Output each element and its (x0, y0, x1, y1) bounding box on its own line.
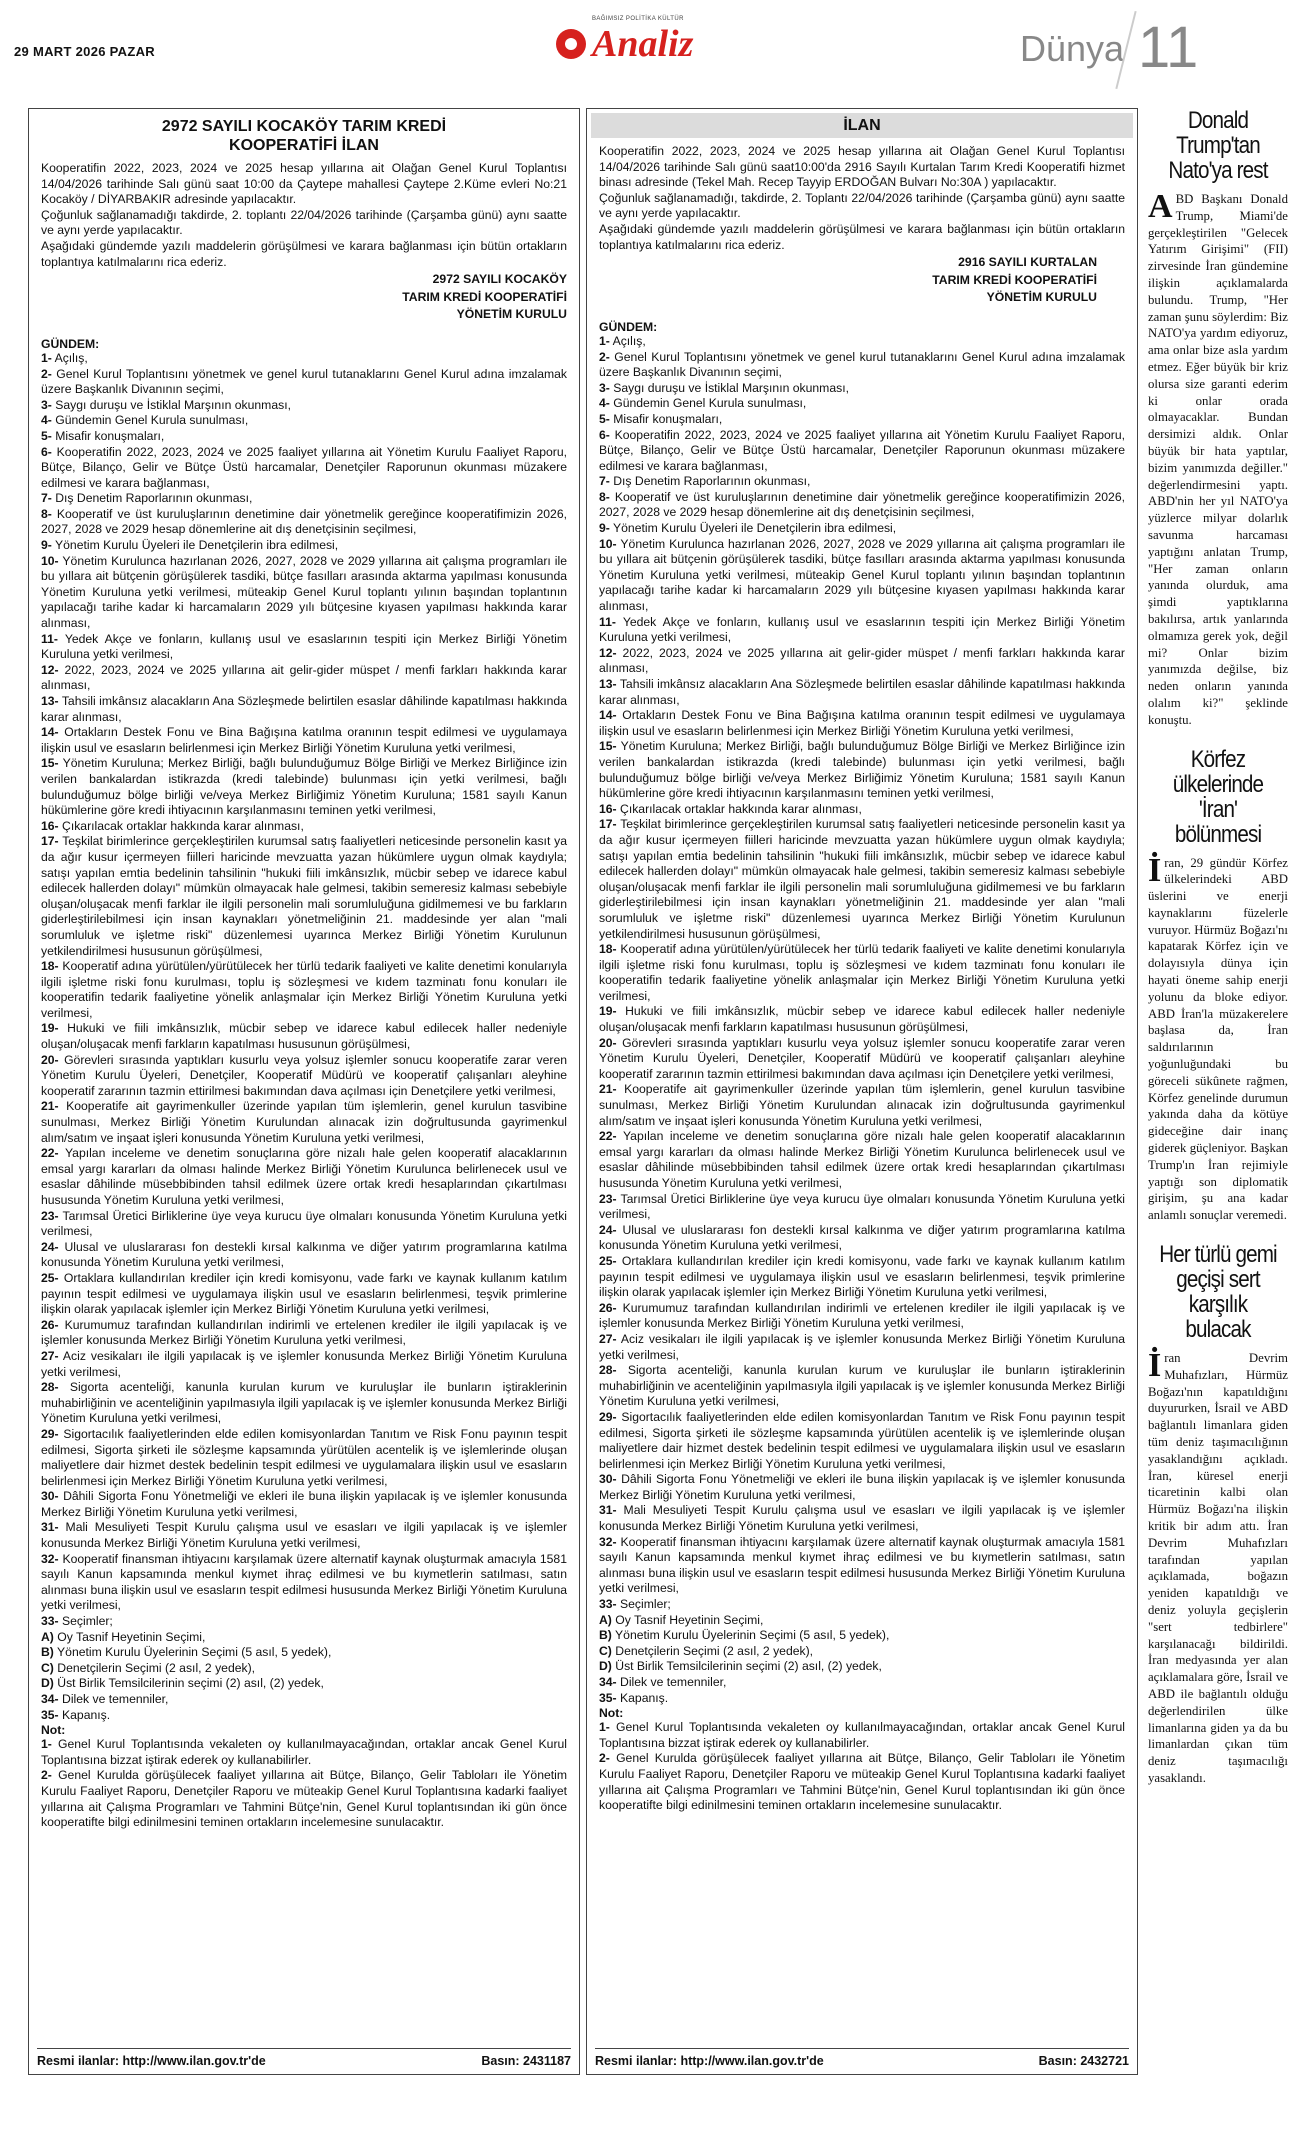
agenda-item (599, 350, 1125, 381)
agenda-item (599, 1628, 1125, 1644)
drop-cap: İ (1148, 851, 1162, 889)
note-item (41, 1737, 567, 1768)
agenda-item (599, 396, 1125, 412)
item-number: B) (41, 1645, 54, 1660)
news-column (1148, 108, 1288, 1805)
agenda-item (599, 1129, 1125, 1191)
press-number: Basın: 2431187 (481, 2054, 571, 2068)
agenda-item (41, 398, 567, 414)
item-text: Kooperatif adına yürütülen/yürütülecek her türlü tedarik faaliyeti ve kalite denetimi konularıyla ilgili işletme riski fonu kurulması, toplu iş sözleşmesi ve kıdem tazminatı fonu konuları ile kooperatifin tedarik faaliyetine yönelik anlaşmalar için Merkez Birliği Yönetim Kuruluna yetki verilmesi, (41, 959, 567, 1020)
item-number: 27- (599, 1331, 617, 1346)
masthead-logo[interactable] (556, 16, 694, 66)
note-item (599, 1751, 1125, 1813)
item-text: Sigorta acenteliği, kanunla kurulan kurum ve kuruluşlar ile bunların iştiraklerinin muhabirliğinin ve acenteliğinin yapılmasıyla ilgili yapılacak iş ve işlemler konusunda Merkez Birliği Yönetim Kuruluna yetki verilmesi, (599, 1363, 1126, 1409)
item-number: 6- (599, 427, 610, 442)
notes-heading: Not: (599, 1706, 624, 1721)
item-number: 34- (599, 1675, 617, 1689)
item-text: Misafir konuşmaları, (613, 411, 723, 426)
item-text: Saygı duruşu ve İstiklal Marşının okunması, (55, 397, 291, 412)
item-text: Kooperatife ait gayrimenkuller üzerinde yapılan tüm işlemlerin, genel kurulun tasvibine sunulması, Merkez Birliği Yönetim Kurulundan alınacak izin doğrultusunda gayrimenkul alım/satım ve inşaat işleri konusunda Yönetim Kuruluna yetki verilmesi, (599, 1082, 1125, 1128)
item-number: 19- (41, 1021, 59, 1036)
agenda-item (41, 1520, 567, 1551)
agenda-item (599, 1472, 1125, 1503)
agenda-item (599, 646, 1125, 677)
notice-footer (37, 2048, 571, 2068)
agenda-item (41, 491, 567, 507)
agenda-item (41, 429, 567, 445)
item-text: Dış Denetim Raporlarının okunması, (55, 491, 253, 506)
agenda-item (599, 677, 1125, 708)
notice-footer (595, 2048, 1129, 2068)
note-item (599, 1720, 1125, 1751)
item-number: 13- (599, 677, 617, 691)
item-text: Teşkilat birimlerince gerçekleştirilen kurumsal satış faaliyetleri neticesinde personelin kasıt ya da ağır kusur içermeyen fiilleri haricinde mevzuatta yazan hükümlere uygun olmak kaydıyla; satışı yapılan emtia bedelinin tahsilinin "hukuki fiili imkânsızlık, mücbir sebep ve idarece kabul edilecek hallerden dolayı" mümkün olmayacak hale gelmesi, takibin semeresiz kalması sebebiyle oluşan/oluşacak menfi farklar ile ilgili personelin mali sorumluluğuna gidilmemesi ve bu farkların giderleştirilebilmesi için insan kaynakları yönetmeliğinin 21. maddesinde yer alan "mali sorumluluk ve işletme riski" düzenlemesi uyarınca Merkez Birliği Yönetim Kurulunun yetkilendirilmesi hususunun görüşülmesi, (41, 834, 567, 958)
item-number: 32- (599, 1534, 617, 1549)
item-text: Açılış, (612, 333, 646, 348)
agenda-item (41, 663, 567, 694)
agenda-item (599, 1363, 1125, 1410)
item-text: Ortaklara kullandırılan krediler için kredi komisyonu, vade farkı ve kaynak kullanım katılım payının tespit edilmesi ve uygulamaya ilişkin usul ve esasların belirlenmesi, teşvik primlerine ilişkin olarak yapılacak işlemler için Merkez Birliği Yönetim Kuruluna yetki verilmesi, (599, 1253, 1125, 1300)
agenda-item (599, 474, 1125, 490)
item-text: Açılış, (54, 350, 88, 365)
item-text: Seçimler; (62, 1614, 113, 1629)
item-text: Tarımsal Üretici Birliklerine üye veya kurucu üye olmaları konusunda Yönetim Kuruluna yetki verilmesi, (41, 1208, 567, 1239)
notice-intro-2: Çoğunluk sağlanamadığı, takdirde, 2. Toplantı 22/04/2026 tarihinde (Çarşamba günü) aynı saatte ve aynı yerde yapılacaktır. (599, 190, 1125, 221)
item-text: Oy Tasnif Heyetinin Seçimi, (57, 1629, 206, 1644)
item-number: 19- (599, 1004, 617, 1019)
item-text: Genel Kurulda görüşülecek faaliyet yıllarına ait Bütçe, Bilanço, Gelir Tabloları ile Yönetim Kurulu Faaliyet Raporu, Denetçiler Raporu ve müteakip Genel Kurul Toplantısına kadarki faaliyet yıllarına ait Çalışma Programları ve Tahmini Bütçe'nin, Genel Kurul toplantısından iki gün önce kooperatifte bilgi edinilmesini teminen ortakların incelemesine sunulacaktır. (599, 1751, 1125, 1813)
item-text: Sigortacılık faaliyetlerinden elde edilen komisyonlardan Tanıtım ve Risk Fonu payının tespit edilmesi, Sigorta şirketi ile sözleşme kapsamında yürütülen acentelik iş ve işlemlerinde oluşan maliyetlere dair hizmet destek bedelinin tespit edilmesi ve uygulamalara ilişkin usul ve esasların belirlenmesi için Merkez Birliği Yönetim Kuruluna yetki verilmesi, (599, 1409, 1125, 1471)
item-number: 17- (599, 817, 617, 832)
agenda-item (599, 1675, 1125, 1691)
item-number: 32- (41, 1551, 59, 1566)
legal-notice-kocakoy (28, 108, 580, 2075)
agenda-item (599, 1223, 1125, 1254)
item-text: Yedek Akçe ve fonların, kullanış usul ve esaslarının tespiti için Merkez Birliği Yönetim Kuruluna yetki verilmesi, (599, 614, 1125, 645)
agenda-item (599, 1192, 1125, 1223)
note-item (41, 1768, 567, 1830)
item-text: Aciz vesikaları ile ilgili yapılacak iş ve işlemler konusunda Merkez Birliği Yönetim Kuruluna yetki verilmesi, (599, 1331, 1126, 1362)
agenda-item (599, 381, 1125, 397)
agenda-item (599, 521, 1125, 537)
agenda-item (41, 1661, 567, 1677)
item-number: 2- (599, 1751, 610, 1766)
agenda-item (41, 1146, 567, 1208)
notice-title: 2972 SAYILI KOCAKÖY TARIM KREDİ KOOPERATİFİ İLAN (161, 118, 447, 154)
agenda-item (41, 1630, 567, 1646)
notice-signature-1: 2916 SAYILI KURTALAN (958, 255, 1097, 270)
agenda-item (599, 1691, 1125, 1707)
news-headline[interactable]: Donald Trump'tan Nato'ya rest (1168, 107, 1268, 184)
item-text: Gündemin Genel Kurula sunulması, (55, 413, 249, 428)
agenda-item (599, 615, 1125, 646)
notice-intro-3: Aşağıdaki gündemde yazılı maddelerin görüşülmesi ve karara bağlanması için bütün ortakların toplantıya katılmalarını rica ederiz. (599, 221, 1125, 252)
item-number: 24- (599, 1222, 617, 1237)
item-number: 1- (41, 1737, 52, 1752)
item-number: 24- (41, 1239, 59, 1254)
item-number: 11- (599, 614, 616, 629)
item-text: Oy Tasnif Heyetinin Seçimi, (615, 1612, 764, 1627)
agenda-item (41, 1552, 567, 1614)
notice-intro-3: Aşağıdaki gündemde yazılı maddelerin görüşülmesi ve karara bağlanması için bütün ortakların toplantıya katılmalarını rica ederiz. (41, 238, 567, 269)
news-body: BD Başkanı Donald Trump, Miami'de gerçekleştirilen "Gelecek Yatırım Girişimi" (FII) zirvesinde İran gündemine ilişkin açıklamalarda bulundu. Trump, "Her zaman şunu söylerdim: Biz NATO'ya yardım ediyoruz, ama onlar bize asla yardım etmez. Eğer büyük bir kriz olursa size garanti ederim ki onlar orada olmayacaklar. Bundan dersimizi aldık. Onlar büyük bir hata yaptılar, bizim yanımızda değiller." değerlendirmesini yaptı. ABD'nin her yıl NATO'ya yüzlerce milyar dolarlık savunma harcaması yaptığını anlatan Trump, "Her zaman onların yanında olurduk, ama şimdi yaptıklarına bakılırsa, artık yanlarında olmamıza gerek yok, değil mi? Onlar bizim yanımızda değilse, biz neden onların yanında olalım ki?" şeklinde konuştu. (1148, 192, 1288, 727)
item-number: 1- (599, 1720, 610, 1735)
footer-link[interactable]: Resmi ilanlar: http://www.ilan.gov.tr'de (37, 2054, 266, 2068)
footer-link[interactable]: Resmi ilanlar: http://www.ilan.gov.tr'de (595, 2054, 824, 2068)
item-number: 14- (41, 725, 59, 740)
item-number: 33- (599, 1597, 617, 1612)
agenda-item (41, 725, 567, 756)
notice-intro-1: Kooperatifin 2022, 2023, 2024 ve 2025 hesap yıllarına ait Olağan Genel Kurul Toplantısı 14/04/2026 tarihinde Salı günü saat10:00'da 2916 Sayılı Kurtalan Tarım Kredi Kooperatifi hizmet binası adresinde (Tekel Mah. Recep Tayyip ERDOĞAN Bulvarı No:30A ) yapılacaktır. (599, 144, 1125, 190)
agenda-item (41, 1676, 567, 1692)
agenda-item (599, 1004, 1125, 1035)
agenda-item (599, 1503, 1125, 1534)
agenda-item (41, 1271, 567, 1318)
item-number: 12- (41, 662, 59, 677)
agenda-item (599, 1410, 1125, 1472)
item-text: Yönetim Kurulunca hazırlanan 2026, 2027, 2028 ve 2029 yıllarına ait çalışma programları ile bu yıllara ait bütçenin görüşülerek tasdiki, bütçe fasılları arasında aktarma yapılması konusunda Yönetim Kuruluna yetki verilmesi, müteakip Genel Kurul toplantı yılının başından toplantının yapılacağı tarihe kadar ki harcamaların 2029 yılı bütçesine kıyasen yapılması hakkında karar alınması, (599, 536, 1125, 614)
logo-tagline: BAĞIMSIZ POLİTİKA KÜLTÜR (592, 16, 684, 22)
item-number: 22- (41, 1146, 59, 1161)
notice-intro-2: Çoğunluk sağlanamadığı takdirde, 2. toplantı 22/04/2026 tarihinde (Çarşamba günü) aynı saatte ve aynı yerde yapılacaktır. (41, 207, 567, 238)
news-body: ran Devrim Muhafızları, Hürmüz Boğazı'nın kapatıldığını duyururken, İsrail ve ABD bağlantılı limanlara giden tüm deniz taşımacılığının yasaklandığını açıkladı. İran, küresel enerji ticaretinin kalbi olan Hürmüz Boğazı'na ilişkin kritik bir adım attı. İran Devrim Muhafızları tarafından yapılan açıklamada, boğazın yeniden kapatıldığı ve deniz yoluyla geçişlerin "sert tedbirlere" karşılanacağı bildirildi. İran medyasında yer alan açıklamalara göre, İsrail ve ABD ile bağlantılı olduğu değerlendirilen ülke limanlarına giden ya da bu limanlardan çıkan tüm deniz taşımacılığı yasaklandı. (1148, 1351, 1288, 1785)
item-number: 30- (599, 1472, 617, 1487)
agenda-item (41, 1708, 567, 1724)
agenda-item (41, 1614, 567, 1630)
item-text: Ortakların Destek Fonu ve Bina Bağışına katılma oranının tespit edilmesi ve uygulamaya ilişkin usul ve esasların belirlenmesi için Merkez Birliği Yönetim Kuruluna yetki verilmesi, (41, 725, 568, 755)
item-number: 23- (41, 1208, 59, 1223)
agenda-item (41, 413, 567, 429)
item-text: Mali Mesuliyeti Tespit Kurulu çalışma usul ve esasları ve ilgili yapılacak iş ve işlemler konusunda Merkez Birliği Yönetim Kuruluna yetki verilmesi, (599, 1503, 1125, 1534)
notes-heading: Not: (41, 1723, 66, 1738)
notes-list (599, 1720, 1125, 1814)
item-number: 27- (41, 1348, 59, 1363)
item-text: Genel Kurul Toplantısını yönetmek ve genel kurul tutanaklarını Genel Kurul adına imzalamak üzere Başkanlık Divanının seçimi, (599, 349, 1126, 380)
item-number: 7- (41, 491, 52, 506)
drop-cap: İ (1148, 1347, 1162, 1385)
section-name: Dünya (1020, 28, 1125, 69)
news-headline[interactable]: Her türlü gemi geçişi sert karşılık bulacak (1159, 1241, 1277, 1344)
item-number: A) (599, 1612, 612, 1627)
agenda-item (599, 739, 1125, 801)
item-number: 33- (41, 1614, 59, 1629)
item-number: A) (41, 1629, 54, 1644)
item-number: 35- (599, 1690, 617, 1705)
item-text: Yönetim Kurulunca hazırlanan 2026, 2027, 2028 ve 2029 yıllarına ait çalışma programları ile bu yıllara ait bütçenin görüşülerek tasdiki, bütçe fasılları arasında aktarma yapılması konusunda Yönetim Kuruluna yetki verilmesi, müteakip Genel Kurul toplantı yılının başından toplantının yapılacağı tarihe kadar ki harcamaların 2029 yılı bütçesine kıyasen yapılması hakkında karar alınması, (41, 553, 567, 631)
item-text: Sigorta acenteliği, kanunla kurulan kurum ve kuruluşlar ile bunların iştiraklerinin muhabirliğinin ve acenteliğinin yapılmasıyla ilgili yapılacak iş ve işlemler konusunda Merkez Birliği Yönetim Kuruluna yetki verilmesi, (41, 1380, 568, 1426)
agenda-item (41, 1318, 567, 1349)
item-text: Üst Birlik Temsilcilerinin seçimi (2) asıl, (2) yedek, (615, 1659, 882, 1674)
item-text: Yedek Akçe ve fonların, kullanış usul ve esaslarının tespiti için Merkez Birliği Yönetim Kuruluna yetki verilmesi, (41, 631, 567, 662)
agenda-item (599, 817, 1125, 942)
agenda-item (41, 1489, 567, 1520)
news-headline[interactable]: Körfez ülkelerinde 'İran' bölünmesi (1172, 745, 1264, 848)
item-text: Dış Denetim Raporlarının okunması, (613, 474, 811, 489)
agenda-heading: GÜNDEM: (599, 319, 658, 334)
legal-notice-kurtalan (586, 108, 1138, 2075)
news-story (1148, 108, 1288, 729)
item-text: Seçimler; (620, 1597, 671, 1612)
agenda-item (599, 1332, 1125, 1363)
item-text: Teşkilat birimlerince gerçekleştirilen kurumsal satış faaliyetleri neticesinde personelin kasıt ya da ağır kusur içermeyen fiilleri haricinde mevzuatta yazan hükümlere uygun olmak kaydıyla; satışı yapılan emtia bedelinin tahsilinin "hukuki fiili imkânsızlık, mücbir sebep ve idarece kabul edilecek hallerden dolayı" mümkün olmayacak hale gelmesi, takibin semeresiz kalması sebebiyle oluşan/oluşacak menfi farklar ile ilgili personelin mali sorumluluğuna gidilmemesi ve bu farkların giderleştirilebilmesi için insan kaynakları yönetmeliğinin 21. maddesinde yer alan "mali sorumluluk ve işletme riski" düzenlemesi uyarınca Merkez Birliği Yönetim Kurulunun yetkilendirilmesi hususunun görüşülmesi, (599, 817, 1125, 941)
agenda-heading: GÜNDEM: (41, 336, 100, 351)
item-number: 20- (599, 1035, 617, 1050)
item-number: 16- (41, 818, 59, 833)
item-number: 15- (41, 756, 59, 771)
item-number: 28- (41, 1380, 59, 1395)
item-text: Tarımsal Üretici Birliklerine üye veya kurucu üye olmaları konusunda Yönetim Kuruluna yetki verilmesi, (599, 1191, 1125, 1222)
notes-list (41, 1737, 567, 1831)
agenda-item (599, 334, 1125, 350)
agenda-item (41, 1021, 567, 1052)
logo-text: Analiz (592, 23, 694, 65)
notice-signature-1: 2972 SAYILI KOCAKÖY (432, 272, 567, 287)
item-text: Hukuki ve fiili imkânsızlık, mücbir sebep ve idarece kabul edilecek haller nedeniyle oluşan/oluşacak menfi farkların kapatılması hususunun görüşülmesi, (599, 1004, 1126, 1035)
item-number: 20- (41, 1052, 59, 1067)
item-text: Aciz vesikaları ile ilgili yapılacak iş ve işlemler konusunda Merkez Birliği Yönetim Kuruluna yetki verilmesi, (41, 1348, 568, 1379)
item-text: Kooperatif ve üst kuruluşlarının denetimine dair yönetmelik gereğince kooperatifimizin 2026, 2027, 2028 ve 2029 hesap dönemlerine ait dış denetçisinin seçilmesi, (41, 506, 568, 537)
item-text: Yönetim Kurulu Üyelerinin Seçimi (5 asıl, 5 yedek), (615, 1628, 890, 1643)
notice-signature-3: YÖNETİM KURULU (986, 290, 1097, 305)
agenda-item (599, 708, 1125, 739)
item-text: Yönetim Kuruluna; Merkez Birliği, bağlı bulunduğumuz Bölge Birliği ve Merkez Birliğince izin verilen bankalardan istikrazda (kredi talebinde) bulunması için yetki verilmesi, bağlı bulunduğumuz bölge birliği ve/veya Merkez Birliğimiz Yönetim Kuruluna; 1581 sayılı Kanun hükümlerine göre kredi ihtiyacının karşılanmasını teminen yetki verilmesi, (41, 756, 567, 818)
item-number: 26- (41, 1317, 59, 1332)
item-number: 8- (599, 489, 610, 504)
notice-signature-2: TARIM KREDİ KOOPERATİFİ (402, 289, 567, 304)
agenda-item (41, 538, 567, 554)
item-text: Yönetim Kuruluna; Merkez Birliği, bağlı bulunduğumuz Bölge Birliği ve Merkez Birliğince izin verilen bankalardan istikrazda (kredi talebinde) bulunması için yetki verilmesi, bağlı bulunduğumuz bölge birliği ve/veya Merkez Birliğimiz Yönetim Kuruluna; 1581 sayılı Kanun hükümlerine göre kredi ihtiyacının karşılanmasını teminen yetki verilmesi, (599, 739, 1125, 801)
agenda-item (599, 942, 1125, 1004)
item-number: 14- (599, 708, 617, 723)
item-text: Tahsili imkânsız alacakların Ana Sözleşmede belirtilen esaslar dâhilinde kapatılması hakkında karar alınması, (41, 694, 567, 724)
item-text: Yönetim Kurulu Üyeleri ile Denetçilerin ibra edilmesi, (55, 538, 339, 553)
item-number: 3- (41, 397, 52, 412)
agenda-item (41, 694, 567, 725)
item-text: Kurumumuz tarafından kullandırılan indirimli ve ertelenen krediler ile ilgili yapılacak iş ve işlemler konusunda Merkez Birliği Yönetim Kuruluna yetki verilmesi, (41, 1317, 567, 1348)
item-number: 1- (599, 333, 610, 348)
item-text: Tahsili imkânsız alacakların Ana Sözleşmede belirtilen esaslar dâhilinde kapatılması hakkında karar alınması, (599, 677, 1125, 707)
item-number: 10- (599, 536, 617, 551)
item-number: 9- (41, 538, 52, 553)
agenda-item (41, 834, 567, 959)
press-number: Basın: 2432721 (1038, 2054, 1129, 2068)
item-text: Misafir konuşmaları, (55, 428, 165, 443)
item-text: Dâhili Sigorta Fonu Yönetmeliği ve ekleri ile buna ilişkin yapılacak iş ve işlemler konusunda Merkez Birliği Yönetim Kuruluna yetki verilmesi, (599, 1472, 1126, 1502)
agenda-item (41, 1099, 567, 1146)
agenda-item (599, 537, 1125, 615)
item-text: Sigortacılık faaliyetlerinden elde edilen komisyonlardan Tanıtım ve Risk Fonu payının tespit edilmesi, Sigorta şirketi ile sözleşme kapsamında yürütülen acentelik iş ve işlemlerinde oluşan maliyetlere dair hizmet destek bedelinin tespit edilmesi ve uygulamalara ilişkin usul ve esasların belirlenmesi için Merkez Birliği Yönetim Kuruluna yetki verilmesi, (41, 1426, 567, 1488)
page-number: 11 (1138, 15, 1199, 80)
item-text: Kooperatif finansman ihtiyacını karşılamak üzere alternatif kaynak oluşturmak amacıyla 1581 sayılı Kanun kapsamında menkul kıymet ihraç edilmesi ve bu kıymetlerin satılması, satın alınması buna ilişkin usul ve esasların tespit edilmesi hususunda Merkez Birliği Yönetim Kuruluna yetki verilmesi, (599, 1534, 1125, 1596)
item-number: 4- (599, 396, 610, 411)
item-number: 3- (599, 380, 610, 395)
item-number: C) (599, 1643, 612, 1658)
agenda-item (41, 959, 567, 1021)
agenda-item (599, 1644, 1125, 1660)
item-number: 2- (599, 349, 610, 364)
item-number: 29- (599, 1409, 617, 1424)
agenda-item (599, 1535, 1125, 1597)
agenda-item (41, 632, 567, 663)
agenda-item (599, 1613, 1125, 1629)
agenda-item (599, 1082, 1125, 1129)
item-number: 5- (599, 411, 610, 426)
item-text: Genel Kurul Toplantısında vekaleten oy kullanılmayacağından, ortaklar ancak Genel Kurul Toplantısına bizzat iştirak ederek oy kullanabilirler. (41, 1737, 567, 1767)
item-text: Denetçilerin Seçimi (2 asıl, 2 yedek), (615, 1643, 814, 1658)
item-text: Kapanış. (620, 1690, 669, 1705)
item-number: B) (599, 1628, 612, 1643)
agenda-item (41, 1645, 567, 1661)
notice-signature-2: TARIM KREDİ KOOPERATİFİ (932, 272, 1097, 287)
notice-signature-3: YÖNETİM KURULU (456, 307, 567, 322)
agenda-list (41, 351, 567, 1723)
item-number: 25- (41, 1270, 59, 1285)
item-text: Denetçilerin Seçimi (2 asıl, 2 yedek), (57, 1660, 256, 1675)
item-number: 25- (599, 1253, 617, 1268)
agenda-item (599, 1036, 1125, 1083)
item-number: 30- (41, 1489, 59, 1504)
logo-globe-icon (556, 29, 586, 59)
agenda-item (41, 756, 567, 818)
agenda-item (599, 1254, 1125, 1301)
news-story (1148, 747, 1288, 1225)
item-text: Çıkarılacak ortaklar hakkında karar alınması, (62, 818, 304, 833)
agenda-item (41, 1380, 567, 1427)
item-number: 23- (599, 1191, 617, 1206)
item-text: Ortaklara kullandırılan krediler için kredi komisyonu, vade farkı ve kaynak kullanım katılım payının tespit edilmesi ve uygulamaya ilişkin usul ve esasların belirlenmesi, teşvik primlerine ilişkin olarak yapılacak işlemler için Merkez Birliği Yönetim Kuruluna yetki verilmesi, (41, 1270, 567, 1317)
item-number: 21- (41, 1099, 59, 1114)
item-number: 13- (41, 694, 59, 708)
item-number: 4- (41, 413, 52, 428)
item-text: Kapanış. (62, 1707, 111, 1722)
item-number: 6- (41, 444, 52, 459)
news-body: ran, 29 gündür Körfez ülkelerindeki ABD üslerini ve enerji kaynaklarını füzelerle vuruyor. Hürmüz Boğazı'nı kapatarak Körfez için ve dolayısıyla dünya için hayati öneme sahip enerji yolunu da bloke ediyor. ABD İran'la müzakerelere başlasa da, İran saldırılarının yoğunluğundaki bu göreceli sükûnete rağmen, Körfez genelinde durumun yakında daha da kötüye gideceğine dair inanç giderek güçleniyor. Başkan Trump'ın İran rejimiyle yaptığı son diplomatik girişim, şu ana kadar anlamlı sonuçlar veremedi. (1148, 855, 1288, 1223)
item-text: Yapılan inceleme ve denetim sonuçlarına göre nizalı hale gelen kooperatif alacaklarının emsal yargı kararları da olması halinde Merkez Birliği Yönetim Kurulunca belirlenecek usul ve esaslar dâhilinde müsebbibinden tahsil edilmek üzere ortak kredi hesaplarından çıkartılması hususunda Yönetim Kuruluna yetki verilmesi, (599, 1129, 1125, 1190)
item-number: 11- (41, 631, 58, 646)
item-text: Kooperatif ve üst kuruluşlarının denetimine dair yönetmelik gereğince kooperatifimizin 2026, 2027, 2028 ve 2029 hesap dönemlerine ait dış denetçisinin seçilmesi, (599, 489, 1126, 520)
notice-title: İLAN (591, 113, 1133, 138)
item-number: 10- (41, 553, 59, 568)
item-text: Hukuki ve fiili imkânsızlık, mücbir sebep ve idarece kabul edilecek haller nedeniyle oluşan/oluşacak menfi farkların kapatılması hususunun görüşülmesi, (41, 1021, 568, 1052)
item-number: 22- (599, 1129, 617, 1144)
item-text: Mali Mesuliyeti Tespit Kurulu çalışma usul ve esasları ve ilgili yapılacak iş ve işlemler konusunda Merkez Birliği Yönetim Kuruluna yetki verilmesi, (41, 1520, 567, 1551)
agenda-item (41, 1427, 567, 1489)
item-number: 1- (41, 350, 52, 365)
item-number: 21- (599, 1082, 617, 1097)
item-text: Dilek ve temenniler, (62, 1692, 169, 1706)
item-number: 16- (599, 801, 617, 816)
item-number: 8- (41, 506, 52, 521)
item-text: Kooperatifin 2022, 2023, 2024 ve 2025 faaliyet yıllarına ait Yönetim Kurulu Faaliyet Raporu, Bütçe, Bilanço, Gelir ve Bütçe Üstü harcamalar, Denetçiler Raporunun okunması müzakere edilmesi ve karara bağlanması, (41, 444, 567, 490)
agenda-list (599, 334, 1125, 1706)
agenda-item (599, 1597, 1125, 1613)
agenda-item (41, 507, 567, 538)
item-text: 2022, 2023, 2024 ve 2025 yıllarına ait gelir-gider müspet / menfi farkları hakkında karar alınması, (41, 662, 567, 693)
agenda-item (41, 367, 567, 398)
item-number: C) (41, 1660, 54, 1675)
notice-intro-1: Kooperatifin 2022, 2023, 2024 ve 2025 hesap yıllarına ait Olağan Genel Kurul Toplantısı 14/04/2026 tarihinde Salı günü saat 10:00 da Çaytepe mahallesi Çaytepe 2.Küme evleri No:21 Kocaköy / DİYARBAKIR adresinde yapılacaktır. (41, 161, 567, 207)
item-text: Görevleri sırasında yaptıkları kusurlu veya yolsuz işlemler sonucu kooperatife zarar veren Yönetim Kurulu Üyeleri, Denetçiler, Kooperatif Müdürü ve kooperatif çalışanları aleyhine kooperatif zararının tazmin ettirilmesi bakımından dava açılması için Denetçilere yetki verilmesi, (599, 1035, 1125, 1081)
agenda-item (41, 445, 567, 492)
news-story (1148, 1242, 1288, 1787)
item-text: Kurumumuz tarafından kullandırılan indirimli ve ertelenen krediler ile ilgili yapılacak iş ve işlemler konusunda Merkez Birliği Yönetim Kuruluna yetki verilmesi, (599, 1300, 1125, 1331)
item-text: Kooperatife ait gayrimenkuller üzerinde yapılan tüm işlemlerin, genel kurulun tasvibine sunulması, Merkez Birliği Yönetim Kurulundan alınacak izin doğrultusunda gayrimenkul alım/satım ve inşaat işleri konusunda Yönetim Kuruluna yetki verilmesi, (41, 1099, 567, 1145)
agenda-item (41, 819, 567, 835)
item-number: 31- (41, 1520, 59, 1535)
item-number: 31- (599, 1503, 617, 1518)
item-number: 5- (41, 428, 52, 443)
item-text: Ortakların Destek Fonu ve Bina Bağışına katılma oranının tespit edilmesi ve uygulamaya ilişkin usul ve esasların belirlenmesi için Merkez Birliği Yönetim Kuruluna yetki verilmesi, (599, 708, 1126, 738)
item-number: 18- (599, 942, 617, 957)
agenda-item (41, 1349, 567, 1380)
item-text: Dilek ve temenniler, (620, 1675, 727, 1689)
item-number: 2- (41, 366, 52, 381)
agenda-item (41, 1692, 567, 1708)
agenda-item (599, 428, 1125, 475)
agenda-item (599, 1301, 1125, 1332)
item-number: D) (599, 1659, 612, 1674)
item-text: Kooperatif finansman ihtiyacını karşılamak üzere alternatif kaynak oluşturmak amacıyla 1581 sayılı Kanun kapsamında menkul kıymet ihraç edilmesi ve bu kıymetlerin satılması, satın alınması buna ilişkin usul ve esasların tespit edilmesi hususunda Merkez Birliği Yönetim Kuruluna yetki verilmesi, (41, 1551, 567, 1613)
item-number: 26- (599, 1300, 617, 1315)
item-number: 35- (41, 1707, 59, 1722)
agenda-item (599, 490, 1125, 521)
agenda-item (41, 351, 567, 367)
header-date: 29 MART 2026 PAZAR (14, 44, 155, 59)
item-number: 15- (599, 739, 617, 754)
item-text: Kooperatifin 2022, 2023, 2024 ve 2025 faaliyet yıllarına ait Yönetim Kurulu Faaliyet Raporu, Bütçe, Bilanço, Gelir ve Bütçe Üstü harcamalar, Denetçiler Raporunun okunması müzakere edilmesi ve karara bağlanması, (599, 427, 1125, 473)
agenda-item (41, 1053, 567, 1100)
item-text: Ulusal ve uluslararası fon destekli kırsal kalkınma ve diğer yatırım programlarına katılma konusunda Yönetim Kuruluna yetki verilmesi, (599, 1222, 1125, 1253)
item-number: 17- (41, 834, 59, 849)
item-text: Görevleri sırasında yaptıkları kusurlu veya yolsuz işlemler sonucu kooperatife zarar veren Yönetim Kurulu Üyeleri, Denetçiler, Kooperatif Müdürü ve kooperatif çalışanları aleyhine kooperatif zararının tazmin ettirilmesi bakımından dava açılması için Denetçilere yetki verilmesi, (41, 1052, 567, 1098)
item-number: 18- (41, 959, 59, 974)
item-text: Yönetim Kurulu Üyeleri ile Denetçilerin ibra edilmesi, (613, 521, 897, 536)
agenda-item (599, 802, 1125, 818)
item-number: 12- (599, 645, 617, 660)
drop-cap: A (1148, 188, 1173, 225)
item-text: Genel Kurul Toplantısında vekaleten oy kullanılmayacağından, ortaklar ancak Genel Kurul Toplantısına bizzat iştirak ederek oy kullanabilirler. (599, 1720, 1125, 1750)
item-text: Genel Kurul Toplantısını yönetmek ve genel kurul tutanaklarını Genel Kurul adına imzalamak üzere Başkanlık Divanının seçimi, (41, 366, 568, 397)
item-number: 29- (41, 1426, 59, 1441)
item-text: Yapılan inceleme ve denetim sonuçlarına göre nizalı hale gelen kooperatif alacaklarının emsal yargı kararları da olması halinde Merkez Birliği Yönetim Kurulunca belirlenecek usul ve esaslar dâhilinde müsebbibinden tahsil edilmek üzere ortak kredi hesaplarından çıkartılması hususunda Yönetim Kuruluna yetki verilmesi, (41, 1146, 567, 1207)
item-text: Saygı duruşu ve İstiklal Marşının okunması, (613, 380, 849, 395)
item-text: Üst Birlik Temsilcilerinin seçimi (2) asıl, (2) yedek, (57, 1676, 324, 1691)
item-number: 2- (41, 1768, 52, 1783)
agenda-item (41, 1240, 567, 1271)
item-number: 7- (599, 474, 610, 489)
item-text: Yönetim Kurulu Üyelerinin Seçimi (5 asıl, 5 yedek), (57, 1645, 332, 1660)
item-text: Genel Kurulda görüşülecek faaliyet yıllarına ait Bütçe, Bilanço, Gelir Tabloları ile Yönetim Kurulu Faaliyet Raporu, Denetçiler Raporu ve müteakip Genel Kurul Toplantısına kadarki faaliyet yıllarına ait Çalışma Programları ve Tahmini Bütçe'nin, Genel Kurul toplantısından iki gün önce kooperatifte bilgi edinilmesini teminen ortakların incelemesine sunulacaktır. (41, 1768, 567, 1830)
item-text: Gündemin Genel Kurula sunulması, (613, 396, 807, 411)
item-text: 2022, 2023, 2024 ve 2025 yıllarına ait gelir-gider müspet / menfi farkları hakkında karar alınması, (599, 645, 1125, 676)
item-number: 28- (599, 1363, 617, 1378)
item-number: D) (41, 1676, 54, 1691)
agenda-item (599, 412, 1125, 428)
item-text: Kooperatif adına yürütülen/yürütülecek her türlü tedarik faaliyeti ve kalite denetimi konularıyla ilgili işletme riski fonu kurulması, toplu iş sözleşmesi ve kıdem tazminatı fonu konuları ile kooperatifin tedarik faaliyetine yönelik anlaşmalar için Merkez Birliği Yönetim Kuruluna yetki verilmesi, (599, 942, 1125, 1003)
item-number: 9- (599, 521, 610, 536)
item-text: Ulusal ve uluslararası fon destekli kırsal kalkınma ve diğer yatırım programlarına katılma konusunda Yönetim Kuruluna yetki verilmesi, (41, 1239, 567, 1270)
agenda-item (599, 1659, 1125, 1675)
agenda-item (41, 1209, 567, 1240)
item-text: Dâhili Sigorta Fonu Yönetmeliği ve ekleri ile buna ilişkin yapılacak iş ve işlemler konusunda Merkez Birliği Yönetim Kuruluna yetki verilmesi, (41, 1489, 568, 1519)
item-text: Çıkarılacak ortaklar hakkında karar alınması, (620, 801, 862, 816)
item-number: 34- (41, 1692, 59, 1706)
agenda-item (41, 554, 567, 632)
